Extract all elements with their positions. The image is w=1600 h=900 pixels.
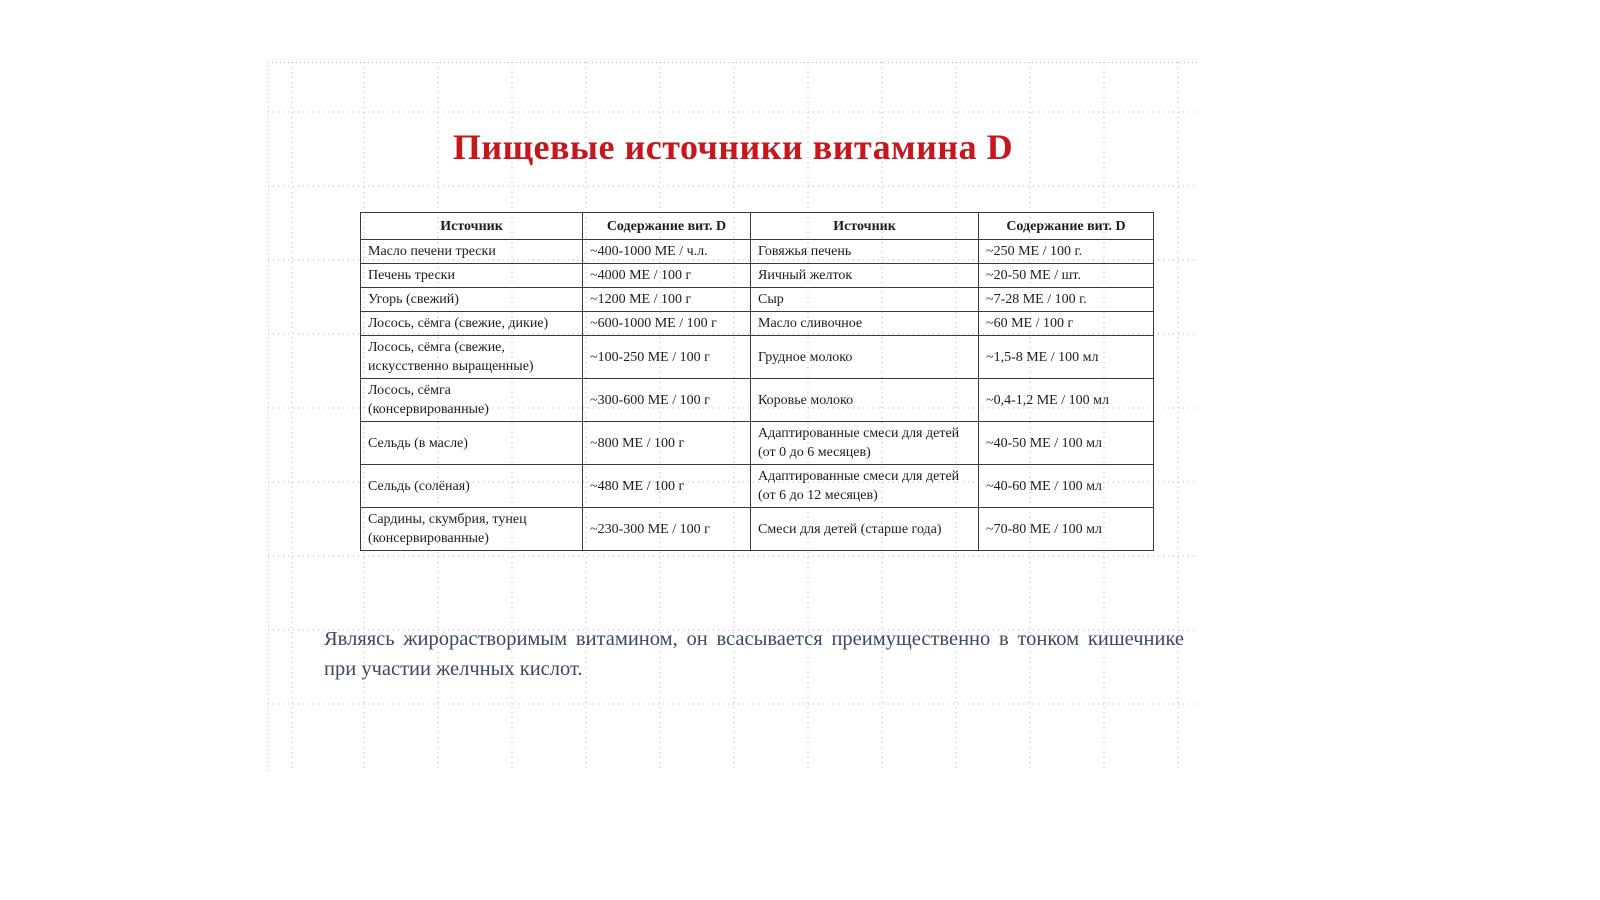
table-cell: ~1,5-8 МЕ / 100 мл [979, 336, 1154, 379]
table-cell: Коровье молоко [751, 379, 979, 422]
absorption-note: Являясь жирорастворимым витамином, он всасывается преимущественно в тонком кишечнике при участии желчных кислот. [324, 628, 1184, 680]
table-cell: ~400-1000 МЕ / ч.л. [583, 240, 751, 264]
table-cell: Сардины, скумбрия, тунец (консервированные) [361, 508, 583, 551]
table-cell: Сельдь (солёная) [361, 465, 583, 508]
table-cell: Смеси для детей (старше года) [751, 508, 979, 551]
table-cell: Сельдь (в масле) [361, 422, 583, 465]
header-content-2: Содержание вит. D [979, 213, 1154, 240]
table-row [361, 336, 1154, 379]
table-row [361, 264, 1154, 288]
table-cell: ~480 МЕ / 100 г [583, 465, 751, 508]
table-cell: ~600-1000 МЕ / 100 г [583, 312, 751, 336]
table-cell: Лосось, сёмга (свежие, дикие) [361, 312, 583, 336]
table-header-row [361, 213, 1154, 240]
table-cell: ~1200 МЕ / 100 г [583, 288, 751, 312]
table-cell: Грудное молоко [751, 336, 979, 379]
table-cell: Сыр [751, 288, 979, 312]
table-cell: Угорь (свежий) [361, 288, 583, 312]
table-cell: ~0,4-1,2 МЕ / 100 мл [979, 379, 1154, 422]
table-row [361, 465, 1154, 508]
header-content-1: Содержание вит. D [583, 213, 751, 240]
table-cell: Масло печени трески [361, 240, 583, 264]
table-row [361, 240, 1154, 264]
table-cell: ~230-300 МЕ / 100 г [583, 508, 751, 551]
slide [268, 62, 1198, 772]
table-cell: Лосось, сёмга (консервированные) [361, 379, 583, 422]
table-cell: ~20-50 МЕ / шт. [979, 264, 1154, 288]
header-source-2: Источник [751, 213, 979, 240]
table-cell: Говяжья печень [751, 240, 979, 264]
table-row [361, 288, 1154, 312]
table-cell: ~100-250 МЕ / 100 г [583, 336, 751, 379]
table-cell: ~40-60 МЕ / 100 мл [979, 465, 1154, 508]
table-cell: ~300-600 МЕ / 100 г [583, 379, 751, 422]
vitamin-d-sources-table [360, 212, 1154, 551]
table-cell: ~60 МЕ / 100 г [979, 312, 1154, 336]
table-cell: Адаптированные смеси для детей (от 0 до 6 месяцев) [751, 422, 979, 465]
table-cell: ~800 МЕ / 100 г [583, 422, 751, 465]
header-source-1: Источник [361, 213, 583, 240]
table-row [361, 422, 1154, 465]
table-cell: ~40-50 МЕ / 100 мл [979, 422, 1154, 465]
table-cell: ~250 МЕ / 100 г. [979, 240, 1154, 264]
table-row [361, 379, 1154, 422]
table-cell: Печень трески [361, 264, 583, 288]
table-row [361, 312, 1154, 336]
table-cell: Лосось, сёмга (свежие, искусственно выращенные) [361, 336, 583, 379]
table-cell: ~4000 МЕ / 100 г [583, 264, 751, 288]
table-cell: ~70-80 МЕ / 100 мл [979, 508, 1154, 551]
table-cell: Адаптированные смеси для детей (от 6 до 12 месяцев) [751, 465, 979, 508]
table-cell: Масло сливочное [751, 312, 979, 336]
table-cell: Яичный желток [751, 264, 979, 288]
table-row [361, 508, 1154, 551]
slide-title: Пищевые источники витамина D [452, 127, 1014, 167]
table-cell: ~7-28 МЕ / 100 г. [979, 288, 1154, 312]
